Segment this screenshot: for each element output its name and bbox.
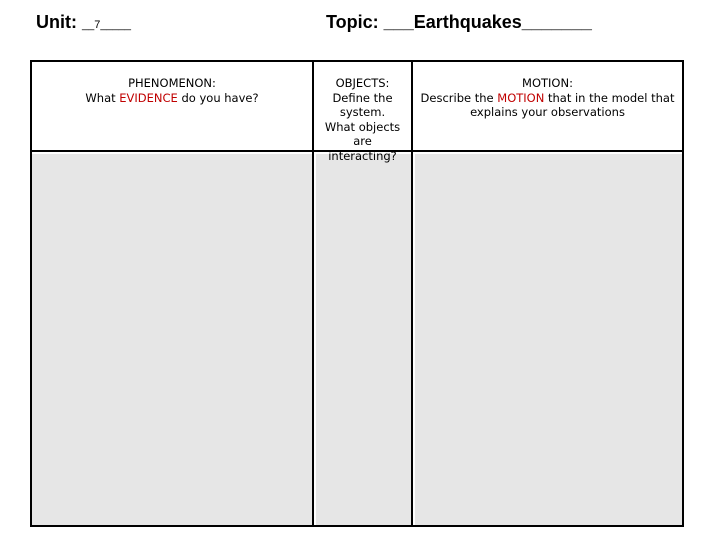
motion-title: MOTION:: [522, 76, 573, 90]
objects-prompt-line: Define the: [332, 90, 393, 105]
objects-prompt-line: interacting?: [328, 148, 397, 163]
motion-prompt-line2: explains your observations: [470, 105, 625, 119]
phenomenon-prompt-suffix: do you have?: [177, 90, 259, 105]
motion-prompt: [413, 91, 682, 106]
column-divider: [411, 62, 413, 525]
motion-keyword: MOTION: [497, 90, 545, 105]
unit-label: Unit:: [36, 12, 77, 32]
unit-line: [36, 12, 131, 33]
topic-value: Earthquakes: [413, 12, 522, 32]
worksheet-table: [30, 60, 684, 527]
unit-value: 7: [94, 19, 101, 31]
objects-title: OBJECTS:: [335, 76, 390, 90]
phenomenon-title: PHENOMENON:: [128, 76, 216, 90]
phenomenon-prompt-prefix: What: [85, 90, 120, 105]
objects-prompt-line: system.: [339, 105, 386, 119]
phenomenon-prompt: [32, 91, 312, 106]
topic-blank-before: ___: [383, 12, 414, 32]
topic-line: [326, 12, 592, 33]
phenomenon-answer-area[interactable]: [32, 154, 312, 525]
objects-prompt-line: What objects are: [324, 119, 401, 148]
evidence-keyword: EVIDENCE: [119, 90, 178, 105]
motion-prompt-suffix: that in the model that: [544, 90, 675, 105]
unit-blank-before: __: [82, 19, 95, 31]
phenomenon-header: [32, 76, 312, 105]
motion-header: [413, 76, 682, 120]
topic-label: Topic:: [326, 12, 379, 32]
motion-prompt-prefix: Describe the: [420, 90, 498, 105]
objects-header: [314, 76, 411, 163]
topic-blank-after: _______: [521, 12, 592, 32]
unit-blank-after: _____: [100, 19, 131, 31]
motion-answer-area[interactable]: [415, 154, 682, 525]
objects-answer-area[interactable]: [316, 154, 411, 525]
